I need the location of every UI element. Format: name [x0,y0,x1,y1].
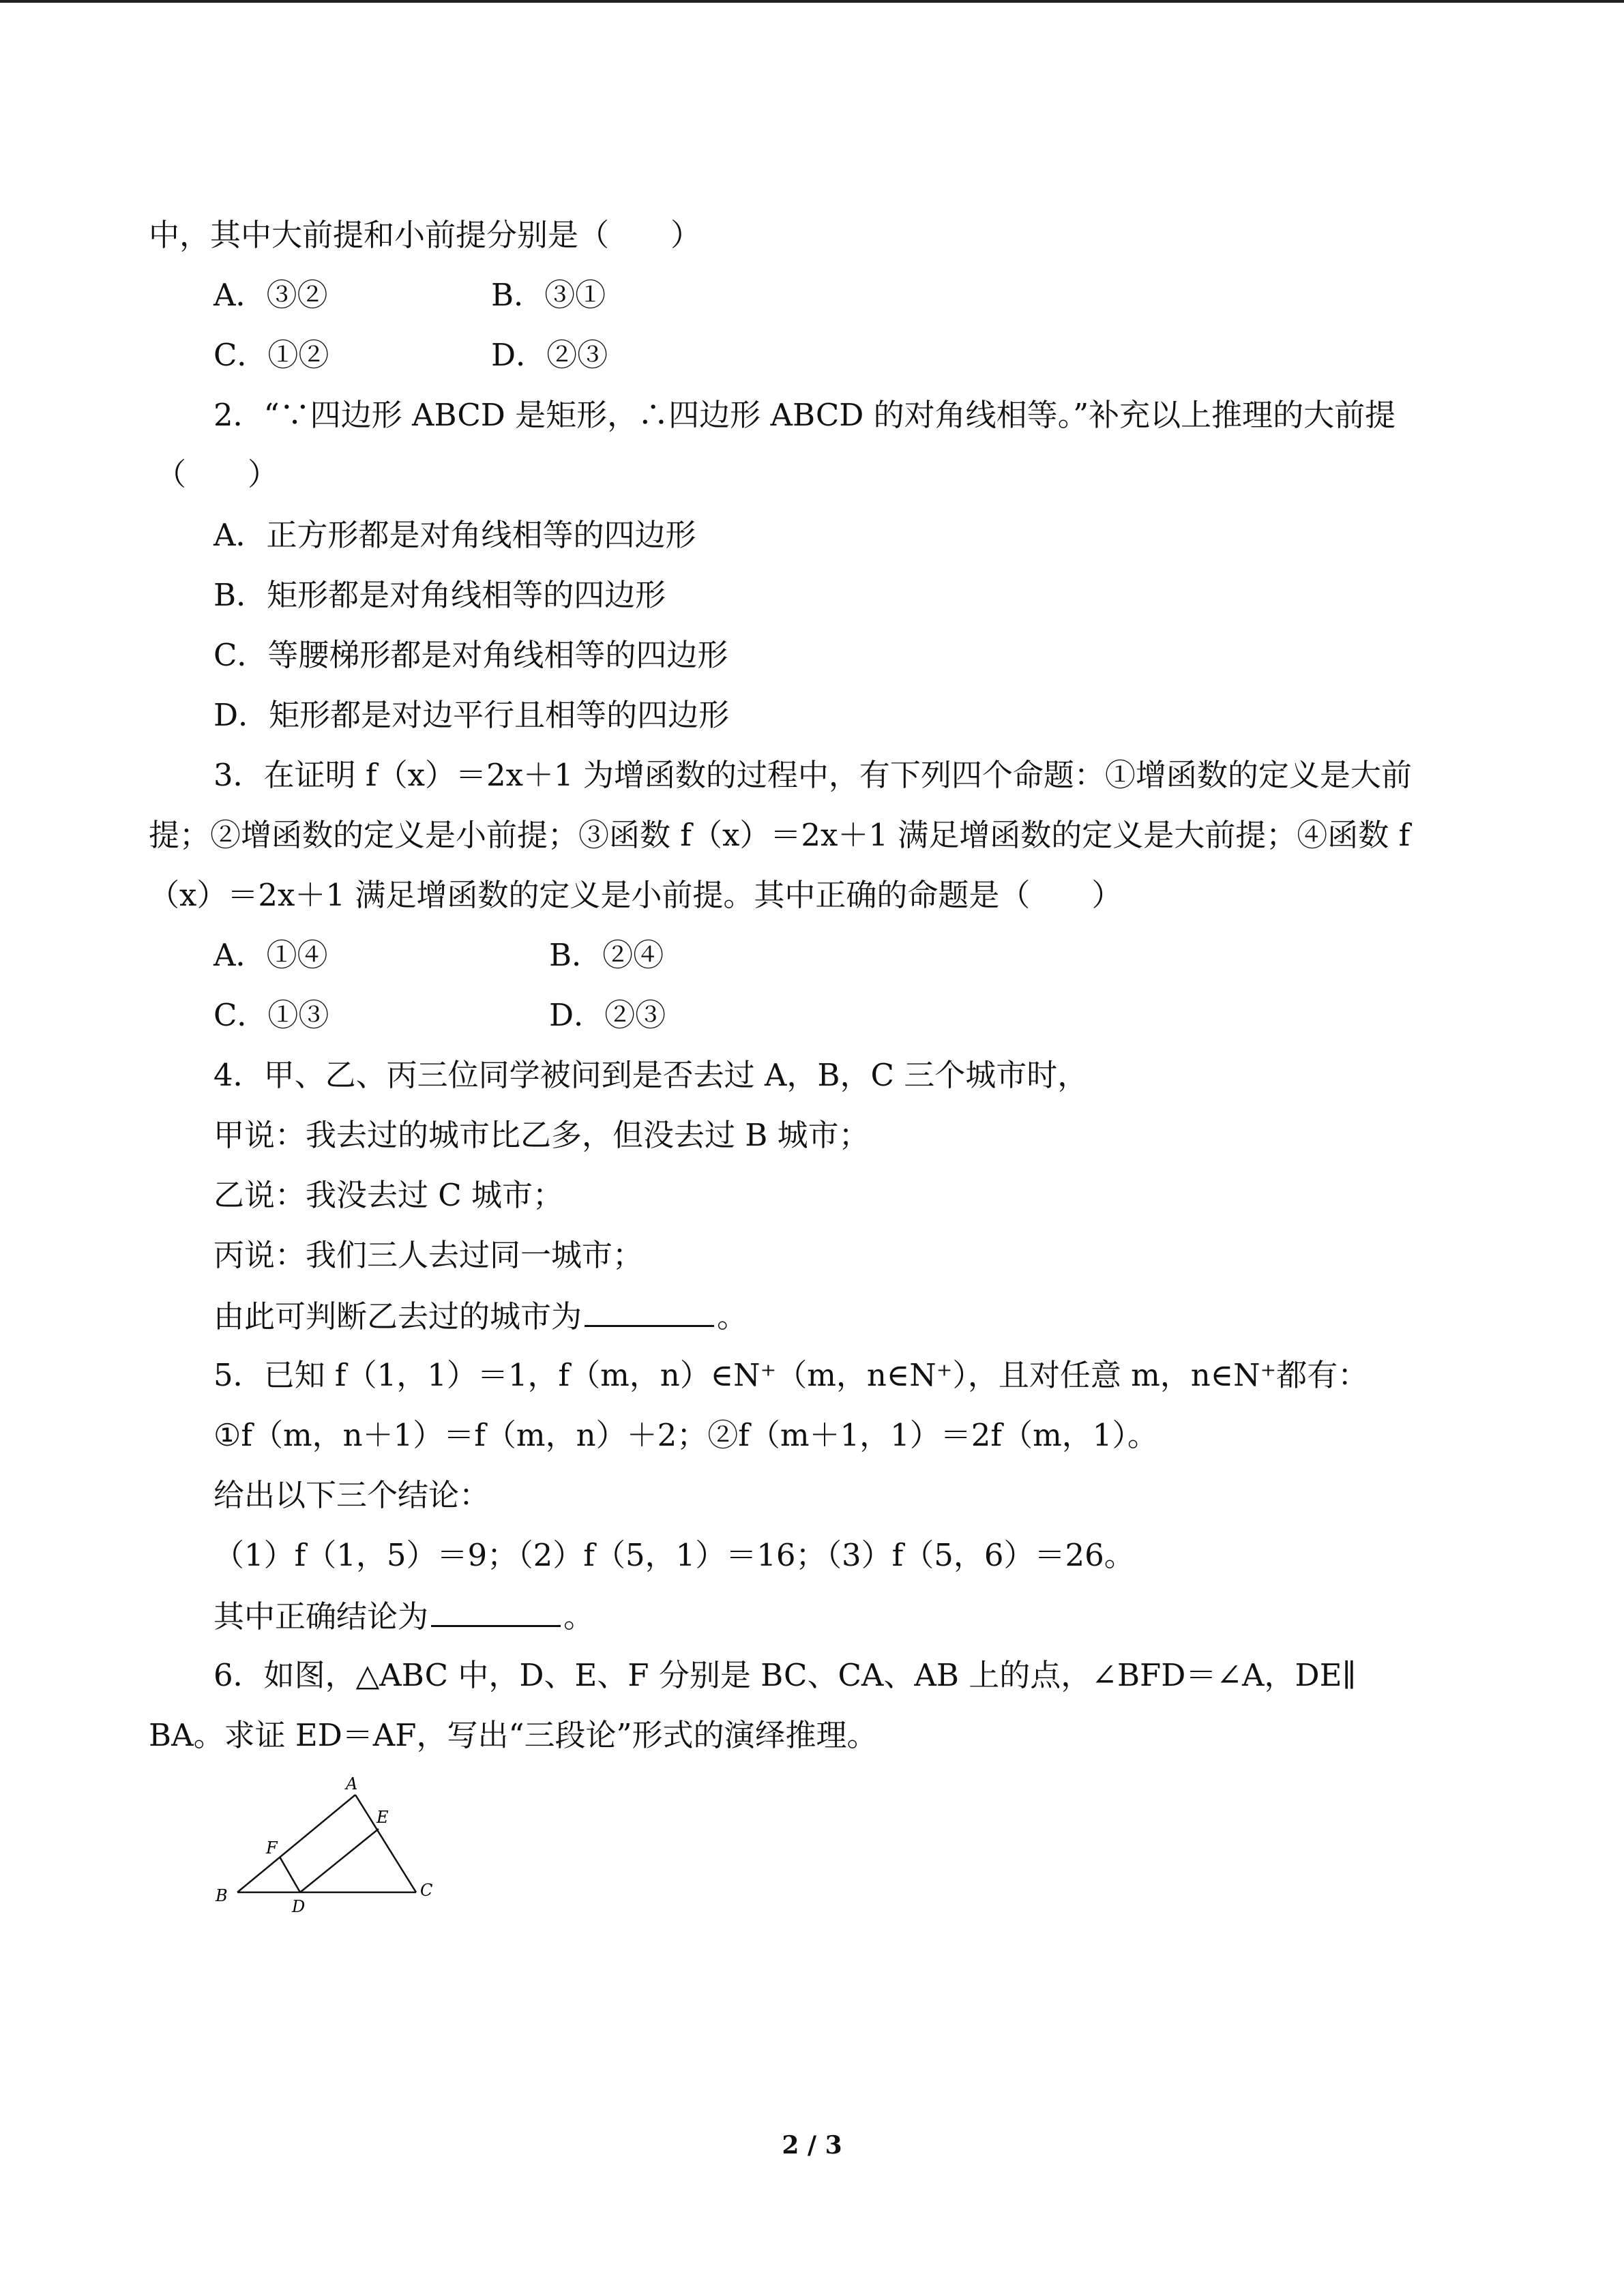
q3-stem-line3: （x）＝2x＋1 满足增函数的定义是小前提。其中正确的命题是（ ） [149,877,1123,913]
q2-option-b: B．矩形都是对角线相等的四边形 [213,577,666,613]
q1-option-d: D．②③ [491,337,608,373]
q3-stem-line1: 3．在证明 f（x）＝2x＋1 为增函数的过程中，有下列四个命题：①增函数的定义是大前 [213,757,1412,793]
page-number: 2 / 3 [782,2131,842,2160]
q5-intro-conclusions: 给出以下三个结论： [213,1477,490,1513]
q4-answer-period: 。 [717,1298,748,1335]
q2-stem-line2: （ ） [156,456,279,492]
vertex-label-c: C [420,1881,433,1900]
q3-option-c: C．①③ [213,997,329,1033]
q2-option-d: D．矩形都是对边平行且相等的四边形 [213,697,730,733]
point-label-e: E [377,1808,389,1827]
q2-option-a: A．正方形都是对角线相等的四边形 [213,517,696,553]
q1-option-c: C．①② [213,337,329,373]
point-label-f: F [266,1838,278,1858]
q4-statement-jia: 甲说：我去过的城市比乙多，但没去过 B 城市； [213,1117,870,1153]
q6-stem-line2: BA。求证 ED＝AF，写出“三段论”形式的演绎推理。 [149,1717,878,1753]
q2-stem-line1: 2．“∵四边形 ABCD 是矩形，∴四边形 ABCD 的对角线相等。”补充以上推理的大前提 [213,397,1396,433]
q5-answer-prompt: 其中正确结论为 [213,1598,429,1635]
vertex-label-a: A [346,1774,358,1793]
q1-option-a: A．③② [213,277,328,313]
q4-answer-prompt: 由此可判断乙去过的城市为 [213,1298,582,1335]
q5-stem-line1: 5．已知 f（1，1）＝1，f（m，n）∈N⁺（m，n∈N⁺），且对任意 m，n∈N⁺都有： [213,1357,1369,1393]
q5-answer-period: 。 [563,1598,595,1635]
q4-answer-blank[interactable] [585,1295,714,1327]
q3-option-a: A．①④ [213,937,328,973]
q5-answer-blank[interactable] [431,1595,561,1627]
q5-answer-line [213,1595,594,1637]
q5-conditions: ①f（m，n＋1）＝f（m，n）＋2；②f（m＋1，1）＝2f（m，1）。 [213,1417,1158,1453]
top-border [0,0,1624,3]
q4-statement-yi: 乙说：我没去过 C 城市； [213,1177,564,1213]
segment-ab [237,1795,355,1892]
segment-fd [280,1857,300,1892]
q3-option-d: D．②③ [549,997,666,1033]
q3-option-b: B．②④ [549,937,664,973]
segment-de [300,1829,379,1892]
q1-continuation: 中，其中大前提和小前提分别是（ ） [149,217,702,253]
vertex-label-b: B [216,1886,228,1905]
q6-stem-line1: 6．如图，△ABC 中，D、E、F 分别是 BC、CA、AB 上的点，∠BFD＝∠A，DE∥ [213,1657,1357,1693]
triangle-figure [205,1766,450,1923]
q3-stem-line2: 提；②增函数的定义是小前提；③函数 f（x）＝2x＋1 满足增函数的定义是大前提；④函数 f [149,817,1411,853]
q2-option-c: C．等腰梯形都是对角线相等的四边形 [213,637,728,673]
q4-statement-bing: 丙说：我们三人去过同一城市； [213,1237,644,1273]
q5-conclusions: （1）f（1，5）＝9；（2）f（5，1）＝16；（3）f（5，6）＝26。 [213,1537,1135,1573]
q4-stem: 4．甲、乙、丙三位同学被问到是否去过 A，B，C 三个城市时， [213,1057,1089,1093]
q1-option-b: B．③① [491,277,606,313]
point-label-d: D [292,1897,306,1916]
q4-answer-line [213,1295,748,1337]
